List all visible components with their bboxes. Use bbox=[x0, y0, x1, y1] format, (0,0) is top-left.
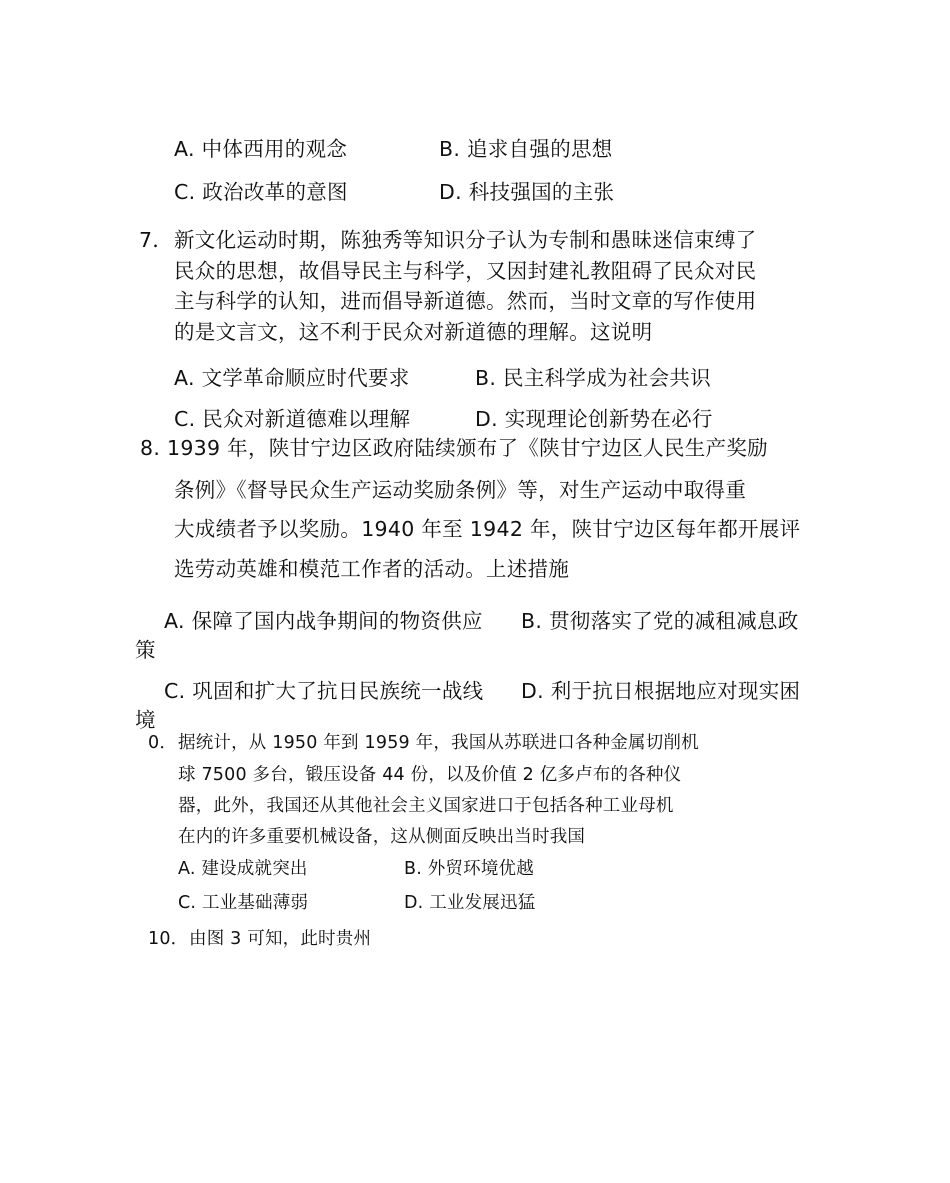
q7-option-a: A. 文学革命顺应时代要求 bbox=[174, 366, 410, 390]
q7-stem-line: 民众的思想，故倡导民主与科学，又因封建礼教阻碍了民众对民 bbox=[174, 259, 757, 283]
q10-stem: 由图 3 可知，此时贵州 bbox=[189, 929, 372, 949]
q6-option-a: A. 中体西用的观念 bbox=[174, 137, 348, 161]
q8-stem-line: 大成绩者予以奖励。1940 年至 1942 年，陕甘宁边区每年都开展评 bbox=[174, 517, 801, 541]
q8-stem-line: 8. 1939 年，陕甘宁边区政府陆续颁布了《陕甘宁边区人民生产奖励 bbox=[140, 436, 768, 460]
q7-stem-line: 新文化运动时期，陈独秀等知识分子认为专制和愚昧迷信束缚了 bbox=[174, 228, 757, 252]
q6-option-c: C. 政治改革的意图 bbox=[174, 180, 348, 204]
q8-option-b: B. 贯彻落实了党的减租减息政 bbox=[521, 609, 799, 633]
q9-number: 0． bbox=[148, 733, 178, 753]
q9-stem-line: 在内的许多重要机械设备，这从侧面反映出当时我国 bbox=[178, 827, 586, 847]
q6-option-d: D. 科技强国的主张 bbox=[439, 180, 615, 204]
q9-option-d: D. 工业发展迅猛 bbox=[404, 893, 536, 913]
q8-option-d-wrap: 境 bbox=[135, 708, 156, 732]
q8-option-b-wrap: 策 bbox=[135, 638, 156, 662]
q9-option-a: A. 建设成就突出 bbox=[178, 859, 308, 879]
q9-stem-line: 据统计，从 1950 年到 1959 年，我国从苏联进口各种金属切削机 bbox=[178, 733, 699, 753]
q9-stem-line: 球 7500 多台，锻压设备 44 份，以及价值 2 亿多卢布的各种仪 bbox=[178, 765, 682, 785]
q7-option-d: D. 实现理论创新势在必行 bbox=[475, 407, 713, 431]
q10-number: 10． bbox=[148, 929, 189, 949]
q7-stem-line: 主与科学的认知，进而倡导新道德。然而，当时文章的写作使用 bbox=[174, 289, 757, 313]
q8-option-c: C. 巩固和扩大了抗日民族统一战线 bbox=[164, 679, 484, 703]
q7-option-b: B. 民主科学成为社会共识 bbox=[475, 366, 711, 390]
q6-option-b: B. 追求自强的思想 bbox=[439, 137, 613, 161]
q7-option-c: C. 民众对新道德难以理解 bbox=[174, 407, 411, 431]
q8-stem-line: 条例》《督导民众生产运动奖励条例》等，对生产运动中取得重 bbox=[174, 478, 747, 502]
q8-option-a: A. 保障了国内战争期间的物资供应 bbox=[164, 609, 483, 633]
q8-option-d: D. 利于抗日根据地应对现实困 bbox=[521, 679, 801, 703]
q7-stem-line: 的是文言文，这不利于民众对新道德的理解。这说明 bbox=[174, 320, 653, 344]
q9-stem-line: 器，此外，我国还从其他社会主义国家进口于包括各种工业母机 bbox=[178, 796, 674, 816]
q9-option-b: B. 外贸环境优越 bbox=[404, 859, 534, 879]
q7-number: 7． bbox=[139, 228, 174, 252]
q9-option-c: C. 工业基础薄弱 bbox=[178, 893, 309, 913]
q8-stem-line: 选劳动英雄和模范工作者的活动。上述措施 bbox=[174, 557, 570, 581]
